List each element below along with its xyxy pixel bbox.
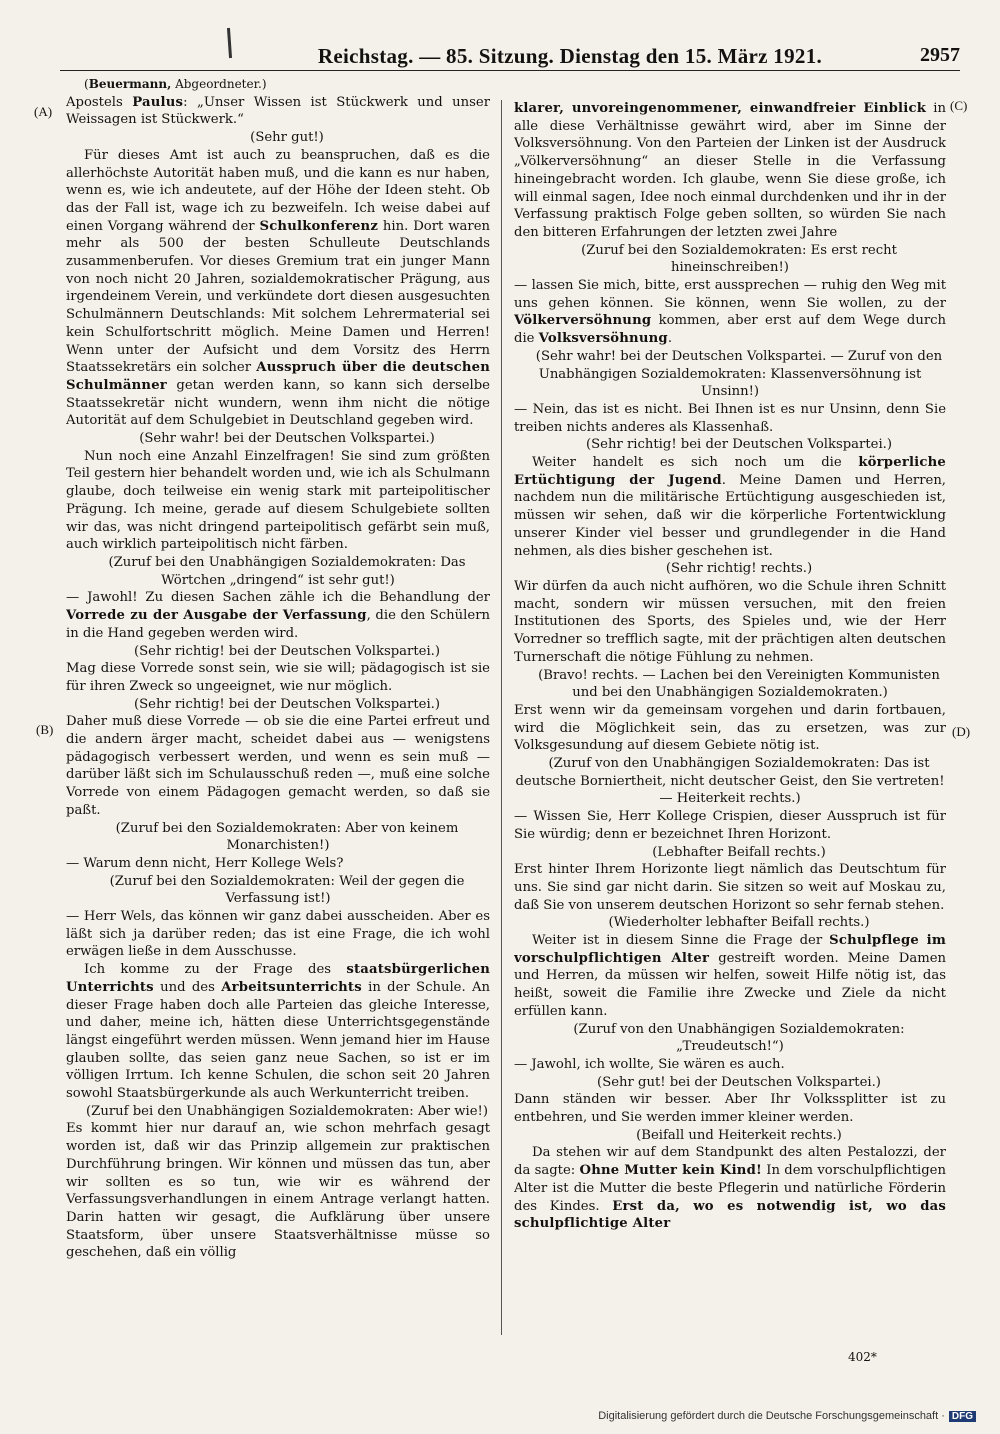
speaker-name: Beuermann, [88,77,172,91]
paragraph: Weiter handelt es sich noch um die körperliche Ertüchtigung der Jugend. Meine Damen und Herren, nachdem nun die militärische Ertüchtigung ausgeschieden ist, müssen wir sehen, daß wir die körperliche Fortentwicklung unserer Kinder viel besser und grundlegender in die Hand nehmen, als dies bisher geschehen ist. [514,455,946,559]
paragraph: Ich komme zu der Frage des staatsbürgerlichen Unterrichts und des Arbeitsunterrichts in der Schule. An dieser Frage haben doch alle Parteien das gleiche Interesse, und daher, meine ich, hätten diese Unterrichtsgegenstände längst eingeführt werden müssen. Wenn jemand hier im Hause glauben sollte, das seien ganz neue Sachen, so ist er im völligen Irrtum. Ich kenne Schulen, die schon seit 20 Jahren sowohl Staatsbürgerkunde als auch Werkunterricht treiben. [66,962,490,1102]
interjection: (Beifall und Heiterkeit rechts.) [636,1127,842,1143]
interjection: (Zuruf bei den Unabhängigen Sozialdemokraten: Das Wörtchen „dringend“ ist sehr gut!) [108,554,466,588]
paragraph: — Jawohl! Zu diesen Sachen zähle ich die Behandlung der Vorrede zu der Ausgabe der Verfassung, die den Schülern in die Hand gegeben werden wird. [66,590,490,641]
left-column [66,76,490,1366]
paragraph: Nun noch eine Anzahl Einzelfragen! Sie sind zum größten Teil gestern hier behandelt worden und, wie ich als Schulmann glaube, doch teilweise ein wenig stark mit parteipolitischer Prägung. Ich meine, gerade auf diesem Schulgebiete sollten wir das, was nicht dringend parteipolitisch gefärbt sein muß, auch wirklich parteipolitisch nicht färben. [66,448,490,553]
interjection: (Sehr richtig! bei der Deutschen Volkspartei.) [133,696,441,712]
paragraph: Dann ständen wir besser. Aber Ihr Volkssplitter ist zu entbehren, und Sie werden immer kleiner werden. [514,1092,946,1126]
paragraph: Erst wenn wir da gemeinsam vorgehen und darin fortbauen, wird die Möglichkeit sein, das zu ersetzen, was zur Volksgesundung auf diesem Gebiete nötig ist. [514,702,946,754]
interjection: (Sehr wahr! bei der Deutschen Volkspartei.) [139,431,435,447]
paragraph: — Nein, das ist es nicht. Bei Ihnen ist es nur Unsinn, denn Sie treiben nichts anderes als Klassenhaß. [514,401,946,435]
interjection: (Zuruf bei den Sozialdemokraten: Es erst recht hineinschreiben!) [581,242,897,276]
speaker-line: (Beuermann, Abgeordneter.) [84,77,267,91]
margin-marker-a: (A) [34,104,53,119]
speaker-role: Abgeordneter. [175,77,262,91]
paragraph: Wir dürfen da auch nicht aufhören, wo die Schule ihren Schnitt macht, sondern wir müssen versuchen, mit den freien Institutionen des Sports, des Spieles und, wie der Herr Vorredner so trefflich sagte, mit der prächtigen alten deutschen Turnerschaft die nötige Fühlung zu nehmen. [514,578,946,665]
paragraph: Weiter ist in diesem Sinne die Frage der Schulpflege im vorschulpflichtigen Alter gestreift worden. Meine Damen und Herren, da müssen wir helfen, soweit Hilfe nötig ist, das heißt, soweit die Familie ihre Zwecke und Ziele da nicht erfüllen kann. [514,933,946,1019]
interjection: (Bravo! rechts. — Lachen bei den Vereinigten Kommunisten und bei den Unabhängigen Sozialdemokraten.) [538,667,940,701]
paragraph: — Herr Wels, das können wir ganz dabei ausscheiden. Aber es läßt sich ja darüber reden; das ist eine Frage, die ich wohl erwägen ließe in dem Ausschusse. [66,909,490,960]
dfg-logo: DFG [949,1411,976,1422]
paragraph: Es kommt hier nur darauf an, wie schon mehrfach gesagt worden ist, daß wir das Prinzip allgemein zur praktischen Durchführung bringen. Wir können und müssen das tun, aber wir sollten es so tun, wie wir es während der Verfassungsverhandlungen in einem Antrage verlangt hatten. Darin hatten wir gesagt, die Aufklärung über unsere Staatsform, über unsere Staatsverhältnisse müsse so geschehen, daß ein völlig [66,1121,490,1261]
margin-marker-d: (D) [952,724,971,739]
paragraph: Da stehen wir auf dem Standpunkt des alten Pestalozzi, der da sagte: Ohne Mutter kein Kind! In dem vorschulpflichtigen Alter ist die Mutter die beste Pflegerin und natürliche Förderin des Kindes. Erst da, wo es notwendig ist, wo das schulpflichtige Alter [514,1145,946,1232]
interjection: (Zuruf bei den Unabhängigen Sozialdemokraten: Aber wie!) [86,1103,488,1119]
footer-text: Digitalisierung gefördert durch die Deutsche Forschungsgemeinschaft · [598,1410,945,1422]
running-title: Reichstag. — 85. Sitzung. Dienstag den 15. März 1921. [317,44,823,68]
right-column-body [514,100,946,1233]
page-header [60,40,960,71]
interjection: (Lebhafter Beifall rechts.) [652,844,826,860]
interjection: (Zuruf bei den Sozialdemokraten: Weil der gegen die Verfassung ist!) [109,873,465,907]
paragraph: — lassen Sie mich, bitte, erst aussprechen — ruhig den Weg mit uns gehen können. Sie können, wenn Sie wollen, zu der Völkerversöhnung kommen, aber erst auf dem Wege durch die Volksversöhnung. [514,278,946,347]
paragraph: — Wissen Sie, Herr Kollege Crispien, dieser Ausspruch ist für Sie würdig; denn er bezeichnet Ihren Horizont. [514,809,946,842]
interjection: (Zuruf bei den Sozialdemokraten: Aber von keinem Monarchisten!) [115,820,459,854]
paragraph: Für dieses Amt ist auch zu beanspruchen, daß es die allerhöchste Autorität haben muß, und die kann es nur haben, wenn es, wie ich andeutete, auf der Höhe der Ideen steht. Ob das der Fall ist, wage ich zu bezweifeln. Ich weise dabei auf einen Vorgang während der Schulkonferenz hin. Dort waren mehr als 500 der besten Schulleute Deutschlands zusammenberufen. Vor dieses Gremium trat ein junger Mann von noch nicht 20 Jahren, sozialdemokratischer Prägung, aus irgendeinem Verein, und verkündete dort diesen ausgesuchten Schulmännern Deutschlands: Mit solchem Lehrermaterial sei kein Schulfortschritt möglich. Meine Damen und Herren! Wenn unter der Aufsicht und dem Vorsitz des Herrn Staatssekretärs ein solcher Ausspruch über die deutschen Schulmänner getan werden kann, so kann sich derselbe Staatssekretär nicht wundern, wenn ihm nicht die nötige Autorität auf dem Schulgebiet in Deutschland gegeben wird. [66,147,490,429]
paragraph: Erst hinter Ihrem Horizonte liegt nämlich das Deutschtum für uns. Sie sind gar nicht darin. Sie sitzen so weit auf Moskau zu, daß Sie von unserem deutschen Horizont so sehr fernab stehen. [514,862,946,913]
interjection: (Sehr richtig! bei der Deutschen Volkspartei.) [133,643,441,659]
column-divider [501,100,502,1335]
interjection: (Sehr wahr! bei der Deutschen Volkspartei. — Zuruf von den Unabhängigen Sozialdemokraten: Klassenversöhnung ist Unsinn!) [535,348,943,400]
margin-marker-b: (B) [36,722,54,737]
paragraph: — Jawohl, ich wollte, Sie wären es auch. [514,1056,785,1072]
interjection: (Zuruf von den Unabhängigen Sozialdemokraten: Das ist deutsche Borniertheit, nicht deutscher Geist, den Sie vertreten! — Heiterkeit rechts.) [515,756,945,807]
sheet-signature: 402* [848,1350,877,1364]
interjection: (Sehr gut! bei der Deutschen Volkspartei.) [597,1074,881,1090]
left-column-body [66,94,490,1262]
ink-mark [227,28,232,58]
margin-marker-c: (C) [950,98,968,113]
paragraph: Daher muß diese Vorrede — ob sie die eine Partei erfreut und die andern ärger macht, scheidet dabei aus — wenigstens pädagogisch verbessert werden, und wenn es sein muß — darüber läßt sich im Schulausschuß reden —, muß eine solche Vorrede von einem Pädagogen gemacht werden, so daß sie paßt. [66,714,490,818]
interjection: (Wiederholter lebhafter Beifall rechts.) [608,915,870,931]
right-column [514,100,946,1370]
interjection: (Sehr gut!) [250,130,324,146]
paragraph: Mag diese Vorrede sonst sein, wie sie will; pädagogisch ist sie für ihren Zweck so ungeeignet, wie nur möglich. [66,661,490,694]
page-number: 2957 [920,44,960,66]
paragraph: — Warum denn nicht, Herr Kollege Wels? [66,855,344,871]
footer [598,1410,976,1422]
interjection: (Sehr richtig! rechts.) [665,561,813,577]
paragraph: klarer, unvoreingenommener, einwandfreier Einblick in alle diese Verhältnisse gewährt wird, aber im Sinne der Volksversöhnung. Von den Parteien der Linken ist der Ausdruck „Völkerversöhnung“ an dieser Stelle in die Verfassung hineingebracht worden. Ich glaube, wenn Sie diese große, ich will einmal sagen, Idee noch einmal durchdenken und ihr in der Verfassung praktisch Folge geben sollten, so würden Sie nach den bitteren Erfahrungen der letzten zwei Jahre [514,101,946,240]
interjection: (Zuruf von den Unabhängigen Sozialdemokraten: „Treudeutsch!“) [573,1021,905,1055]
paragraph: Apostels Paulus: „Unser Wissen ist Stückwerk und unser Weissagen ist Stückwerk.“ [66,94,490,128]
interjection: (Sehr richtig! bei der Deutschen Volkspartei.) [585,437,893,453]
